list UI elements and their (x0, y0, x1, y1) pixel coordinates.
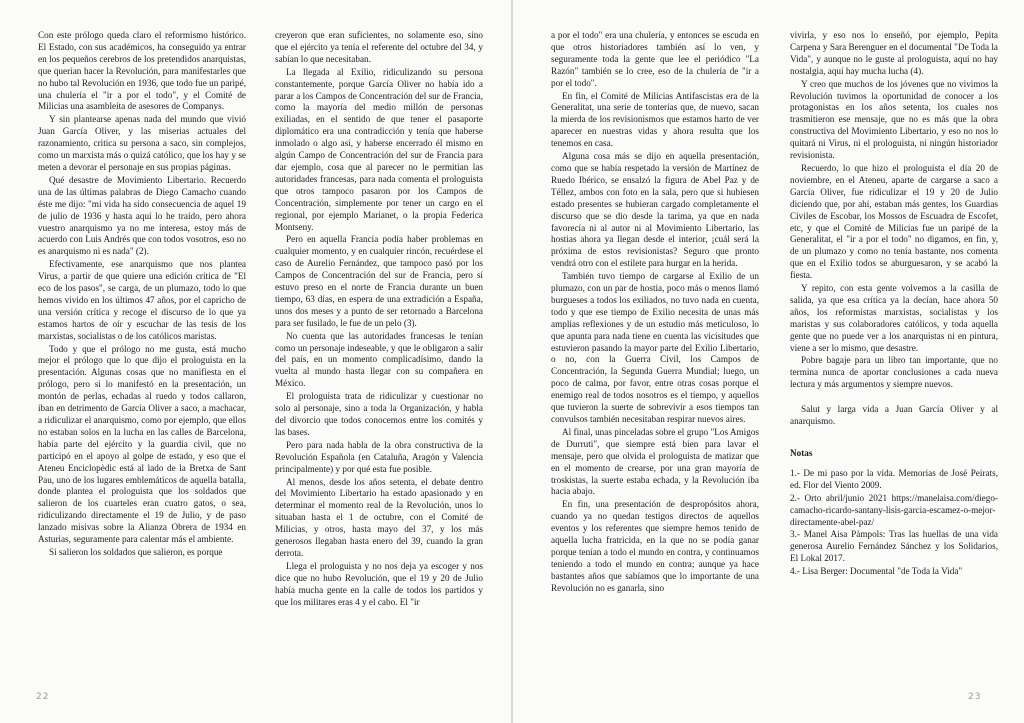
paragraph: La llegada al Exilio, ridiculizando su persona constantemente, porque García Oliver no había ido a parar a los Campos de Concentración del sur de Francia, como la mayoría del medio millón de personas exiliadas, en el sentido de que tener el pasaporte diplomático era una contradicción y tenía que haberse inmolado o algo así, y haberse encerrado él mismo en algún Campo de Concentración del sur de Francia para dar ejemplo, cosa que al parecer no le permitían las autoridades francesas, para nada comenta el prologuista que otros tampoco pasaron por los Campos de Concentración, simplemente por tener un cargo en el regional, por ejemplo Marianet, o la propia Federica Montseny. (275, 66, 483, 232)
footnote: 1.- De mi paso por la vida. Memorias de José Peirats, ed. Flor del Viento 2009. (790, 467, 998, 490)
paragraph: Todo y que el prólogo no me gusta, está mucho mejor el prólogo que lo que dijo el prologuista en la presentación. Algunas cosas que no manifiesta en el prólogo, pero si lo manifestó en la presentación, un montón de perlas, echadas al ruedo y todos callaron, iban en detrimento de García Oliver a saco, a machacar, a ridiculizar el anarquismo, como por ejemplo, que ellos no estaban solos en la lucha en las calles de Barcelona, había parte del ejército y la guardia civil, que no participó en el apoyo al golpe de estado, y eso que el Ateneu Enciclopèdic está al lado de la Bretxa de Sant Pau, uno de los lugares emblemáticos de aquella batalla, donde plantea el prologuista que los soldados que salieron de los cuarteles eran cuatro gatos, o sea, ridiculizando directamente el 19 de Julio, y de paso lanzado misivas sobre la Alianza Obrera de 1934 en Asturias, seguramente para calentar más el ambiente. (38, 343, 246, 545)
paragraph: Si salieron los soldados que salieron, es porque (49, 546, 223, 557)
paragraph: Pero en aquella Francia podía haber problemas en cualquier momento, y en cualquier rincón, recuérdese el caso de Aurelio Fernández, que tampoco pasó por los Campos de Concentración del sur de Francia, pero sí estuvo preso en el norte de Francia durante un buen tiempo, 63 días, en espera de una extradición a España, unos dos meses y a punto de ser retornado a Barcelona para ser fusilado, le fue de un pelo (3). (275, 234, 483, 328)
paragraph: vivirla, y eso nos lo enseñó, por ejemplo, Pepita Carpena y Sara Berenguer en el documental "De Toda la Vida", y aunque no le guste al prologuista, aquí no hay nostalgia, aquí hay mucha lucha (4). (790, 30, 998, 76)
paragraph: Llega el prologuista y no nos deja ya escoger y nos dice que no hubo Revolución, que el 19 y 20 de Julio había mucha gente en la calle de todos los partidos y que los militares eras 4 y el cabo. El "ir (275, 560, 483, 607)
paragraph: En fin, una presentación de despropósitos ahora, cuando ya no quedan testigos directos de aquellos eventos y los referentes que siempre hemos tenido de aquella lucha fratricida, en la que no se podía ganar porque tenían a todo el mundo en contra, y continuamos teniendo a todo el mundo en contra; aunque ya hace bastantes años que sabíamos que lo importante de una Revolución no es ganarla, sino (551, 499, 759, 593)
left-page-column-1 (38, 30, 246, 560)
paragraph: Efectivamente, ese anarquismo que nos plantea Virus, a partir de que quiere una edición crítica de "El eco de los pasos", se carga, de un plumazo, todo lo que hemos vivido en los últimos 47 años, por el capricho de una versión crítica y recoge el discurso de lo que ya estamos hartos de oír y escuchar de las tesis de los marxistas, socialistas o de los católicos maristas. (38, 259, 246, 341)
footnote: 2.- Orto abril/junio 2021 https://manelaisa.com/diego-camacho-ricardo-santany-lisis-garcia-escamez-o-mejor-directamente-abel-paz/ (790, 492, 998, 527)
paragraph: Con este prólogo queda claro el reformismo histórico. El Estado, con sus académicos, ha conseguido ya entrar en los pequeños cerebros de los pretendidos anarquistas, que querían hacer la Revolución, para manifestarles que no hubo tal Revolución en 1936, que todo fue un paripé, una chulería el "ir a por el todo", y el Comité de Milicias una asambleíta de asesores de Companys. (38, 30, 246, 112)
paragraph: En fin, el Comité de Milicias Antifascistas era de la Generalitat, una serie de tonterías que, de nuevo, sacan la mierda de los revisionismos que estamos harto de ver aparecer en nuestras vidas y ahora resulta que los tenemos en casa. (551, 90, 759, 149)
paragraph: Qué desastre de Movimiento Libertario. Recuerdo una de las últimas palabras de Diego Camacho cuando éste me dijo: "mi vida ha sido consecuencia de aquel 19 de julio de 1936 y hasta aquí lo he traído, pero ahora vuestro anarquismo ya no me interesa, estoy más de acuerdo con Luis Andrés que con todos vosotros, eso no es anarquismo ni es nada" (2). (38, 174, 246, 257)
footnote: 3.- Manel Aisa Pàmpols: Tras las huellas de una vida generosa Aurelio Fernández Sánchez y los Solidarios, El Lokal 2017. (790, 529, 998, 564)
paragraph: creyeron que eran suficientes, no solamente eso, sino que el ejército ya tenía el referente del octubre del 34, y sabían lo que necesitaban. (275, 30, 483, 64)
page-number-right: 23 (968, 692, 982, 702)
right-page-column-2 (790, 30, 998, 579)
paragraph: Recuerdo, lo que hizo el prologuista el día 20 de noviembre, en el Ateneu, aparte de cargarse a saco a García Oliver, fue ridiculizar el 19 y 20 de Julio diciendo que, por ahí, estaban más gentes, los Guardias Civiles de Escobar, los Mossos de Escuadra de Escofet, etc, y que el Comité de Milicias fue un paripé de la Generalitat, el "ir a por el todo" no digamos, en fin, y, de un plumazo y como no tenía bastante, nos comenta que en el Exilio todos se aburguesaron, y se acabó la fiesta. (790, 162, 998, 281)
paragraph: Al final, unas pinceladas sobre el grupo "Los Amigos de Durruti", que siempre está bien para lavar el mensaje, pero que olvida el prologuista de matizar que en el momento de crearse, por una gran mayoría de troskistas, la suerte estaba echada, y la Revolución iba hacia abajo. (551, 426, 759, 497)
footnote: 4.- Lisa Berger: Documental "de Toda la Vida" (790, 566, 963, 577)
closing-paragraph: Salut y larga vida a Juan García Oliver y al anarquismo. (790, 404, 998, 427)
paragraph: Y creo que muchos de los jóvenes que no vivimos la Revolución tuvimos la oportunidad de conocer a los protagonistas en los años setenta, los cuales nos trasmitieron ese mensaje, que no es más que la obra constructiva del Movimiento Libertario, y eso no nos lo quitará ni Virus, ni el prologuista, ni ningún historiador revisionista. (790, 78, 998, 161)
paragraph: Y repito, con esta gente volvemos a la casilla de salida, ya que esa crítica ya la decían, hace ahora 50 años, los reformistas marxistas, socialistas y los maristas y sus colaboradores católicos, y toda aquella gente que no puede ver a los anarquistas ni en pintura, viene a ser lo mismo, que desastre. (790, 283, 998, 353)
paragraph: También tuvo tiempo de cargarse al Exilio de un plumazo, con un par de hostia, poco más o menos llamó burgueses a todos los exiliados, no tuvo nada en cuenta, todo y que ese tiempo de Exilio necesita de unas más amplias reflexiones y de un estudio más meticuloso, lo que apunta para nada tiene en cuenta las vicisitudes que estuvieron pasando la mayor parte del Exilio Libertario, o no, con la Guerra Civil, los Campos de Concentración, la Segunda Guerra Mundial; luego, un poco de calma, por favor, entre otras cosas porque el enemigo real de todos nosotros es el tiempo, y aquellos que tuvieron la suerte de sobrevivir a esos tiempos tan convulsos también necesitaban respirar nuevos aires. (551, 271, 759, 424)
paragraph: No cuenta que las autoridades francesas le tenían como un personaje indeseable, y que le obligaron a salir del país, en un momento complicadísimo, dando la vuelta al mundo hasta llegar con su compañera en México. (275, 330, 483, 389)
paragraph: Alguna cosa más se dijo en aquella presentación, como que se había respetado la versión de Martínez de Ruedo Ibérico, se ensalzó la figura de Abel Paz y de Téllez, ambos con foto en la sala, pero que si hubiesen estado presentes se hubieran cargado completamente el discurso que se dio desde la tarima, ya que en nada favorecía ni al autor ni al Movimiento Libertario, las hostias ahora ya llegan desde el interior, ¡cuál será la próxima de estos revisionistas? Seguro que pronto vendrá otro con el estilete para hurgar en la herida. (551, 151, 759, 269)
paragraph: Al menos, desde los años setenta, el debate dentro del Movimiento Libertario ha estado apasionado y en determinar el momento real de la Revolución, unos lo situaban hasta el 1 de octubre, con el Comité de Milicias, y otros, hasta mayo del 37, y los más generosos llegaban hasta enero del 39, cuando la gran derrota. (275, 476, 483, 558)
right-page-column-1 (551, 30, 759, 596)
paragraph: Y sin plantearse apenas nada del mundo que vivió Juan García Oliver, y las miserias actuales del razonamiento, critica su persona a saco, sin complejos, como un marxista más o quizá católico, que los hay y se meten a devorar el personaje en sus propias páginas. (38, 114, 246, 172)
left-page-column-2 (275, 30, 483, 610)
notes-heading: Notas (790, 448, 813, 458)
paragraph: a por el todo" era una chulería, y entonces se escuda en que otros historiadores también así lo ven, y seguramente toda la gente que lee el periódico "La Razón" también se lo cree, eso de la chulería de "ir a por el todo". (551, 30, 759, 88)
paragraph: Pero para nada habla de la obra constructiva de la Revolución Española (en Cataluña, Aragón y Valencia principalmente) y por qué esta fue posible. (275, 439, 483, 474)
paragraph: El prologuista trata de ridiculizar y cuestionar no solo al personaje, sino a toda la Organización, y habla del divorcio que todos conocemos entre los comités y las bases. (275, 391, 483, 437)
paragraph: Pobre bagaje para un libro tan importante, que no termina nunca de aportar conclusiones a cada nueva lectura y más argumentos y siempre nuevos. (790, 355, 998, 390)
page-number-left: 22 (36, 692, 50, 702)
